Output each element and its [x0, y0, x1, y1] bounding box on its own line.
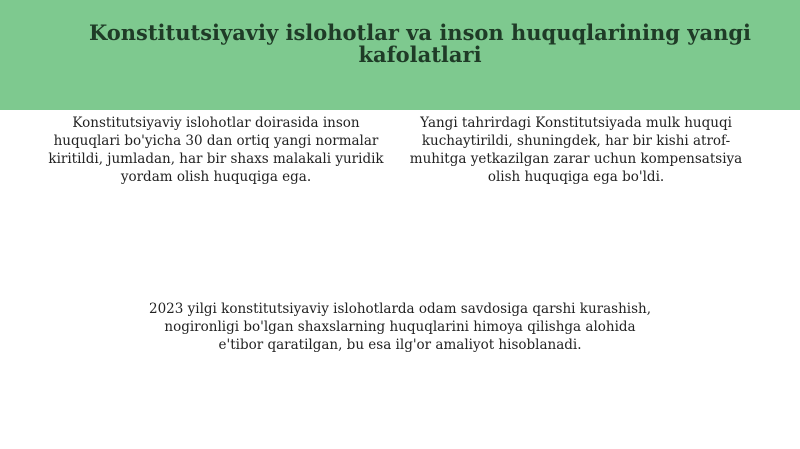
- slide-title: Konstitutsiyaviy islohotlar va inson huquqlarining yangi kafolatlari: [88, 20, 752, 67]
- text-block-right: Yangi tahrirdagi Konstitutsiyada mulk huquqi kuchaytirildi, shuningdek, har bir kishi atrof-muhitga yetkazilgan zarar uchun kompensatsiya olish huquqiga ega bo'ldi.: [409, 115, 743, 185]
- text-block-left: Konstitutsiyaviy islohotlar doirasida inson huquqlari bo'yicha 30 dan ortiq yangi normalar kiritildi, jumladan, har bir shaxs malakali yuridik yordam olish huquqiga ega.: [48, 115, 384, 185]
- text-block-bottom: 2023 yilgi konstitutsiyaviy islohotlarda odam savdosiga qarshi kurashish, nogironligi bo'lgan shaxslarning huquqlarini himoya qilishga alohida e'tibor qaratilgan, bu esa ilg'or amaliyot hisoblanadi.: [148, 301, 652, 353]
